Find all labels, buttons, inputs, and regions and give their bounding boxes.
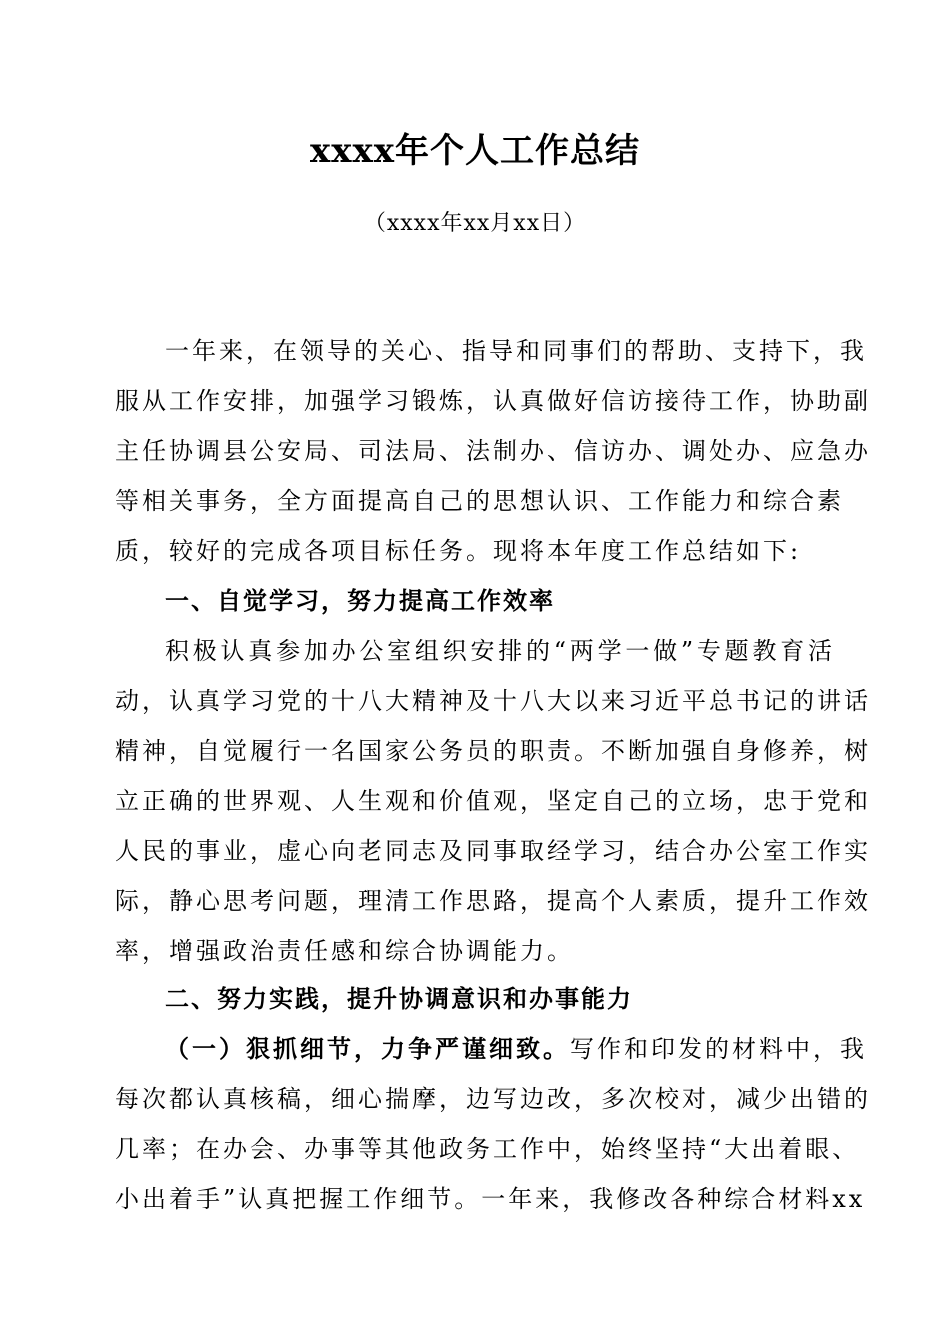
section-2-line: 每次都认真核稿，细心揣摩，边写边改，多次校对，减少出错的 bbox=[115, 1085, 871, 1113]
sub1-first-rest: 写作和印发的材料中，我 bbox=[570, 1035, 867, 1063]
section-2-line: 小出着手”认真把握工作细节。一年来，我修改各种综合材料xx bbox=[115, 1185, 866, 1213]
sub1-bold-lead: （一）狠抓细节，力争严谨细致。 bbox=[165, 1035, 570, 1063]
section-2-sub1-first-line bbox=[115, 1024, 867, 1074]
section-2 bbox=[115, 974, 871, 1224]
section-1 bbox=[115, 576, 871, 976]
document-date: （xxxx年xx月xx日） bbox=[363, 211, 587, 236]
intro-paragraph bbox=[115, 326, 871, 576]
intro-line: 质，较好的完成各项目标任务。现将本年度工作总结如下: bbox=[115, 537, 802, 565]
section-2-heading: 二、努力实践，提升协调意识和办事能力 bbox=[165, 985, 633, 1013]
section-1-line: 积极认真参加办公室组织安排的“两学一做”专题教育活 bbox=[165, 637, 835, 665]
section-1-line: 率，增强政治责任感和综合协调能力。 bbox=[115, 937, 574, 965]
document-title: xxxx年个人工作总结 bbox=[309, 131, 641, 171]
intro-line: 服从工作安排，加强学习锻炼，认真做好信访接待工作，协助副 bbox=[115, 387, 871, 415]
section-1-line: 际，静心思考问题，理清工作思路，提高个人素质，提升工作效 bbox=[115, 887, 871, 915]
intro-line: 等相关事务，全方面提高自己的思想认识、工作能力和综合素 bbox=[115, 487, 844, 515]
section-1-line: 人民的事业，虚心向老同志及同事取经学习，结合办公室工作实 bbox=[115, 837, 871, 865]
section-1-heading: 一、自觉学习，努力提高工作效率 bbox=[165, 587, 555, 615]
intro-line: 一年来，在领导的关心、指导和同事们的帮助、支持下，我 bbox=[165, 337, 867, 365]
intro-line: 主任协调县公安局、司法局、法制办、信访办、调处办、应急办 bbox=[115, 437, 871, 465]
section-1-line: 动，认真学习党的十八大精神及十八大以来习近平总书记的讲话 bbox=[115, 687, 871, 715]
section-1-line: 立正确的世界观、人生观和价值观，坚定自己的立场，忠于党和 bbox=[115, 787, 871, 815]
section-1-line: 精神，自觉履行一名国家公务员的职责。不断加强自身修养，树 bbox=[115, 737, 871, 765]
section-2-line: 几率；在办会、办事等其他政务工作中，始终坚持“大出着眼、 bbox=[115, 1135, 860, 1163]
